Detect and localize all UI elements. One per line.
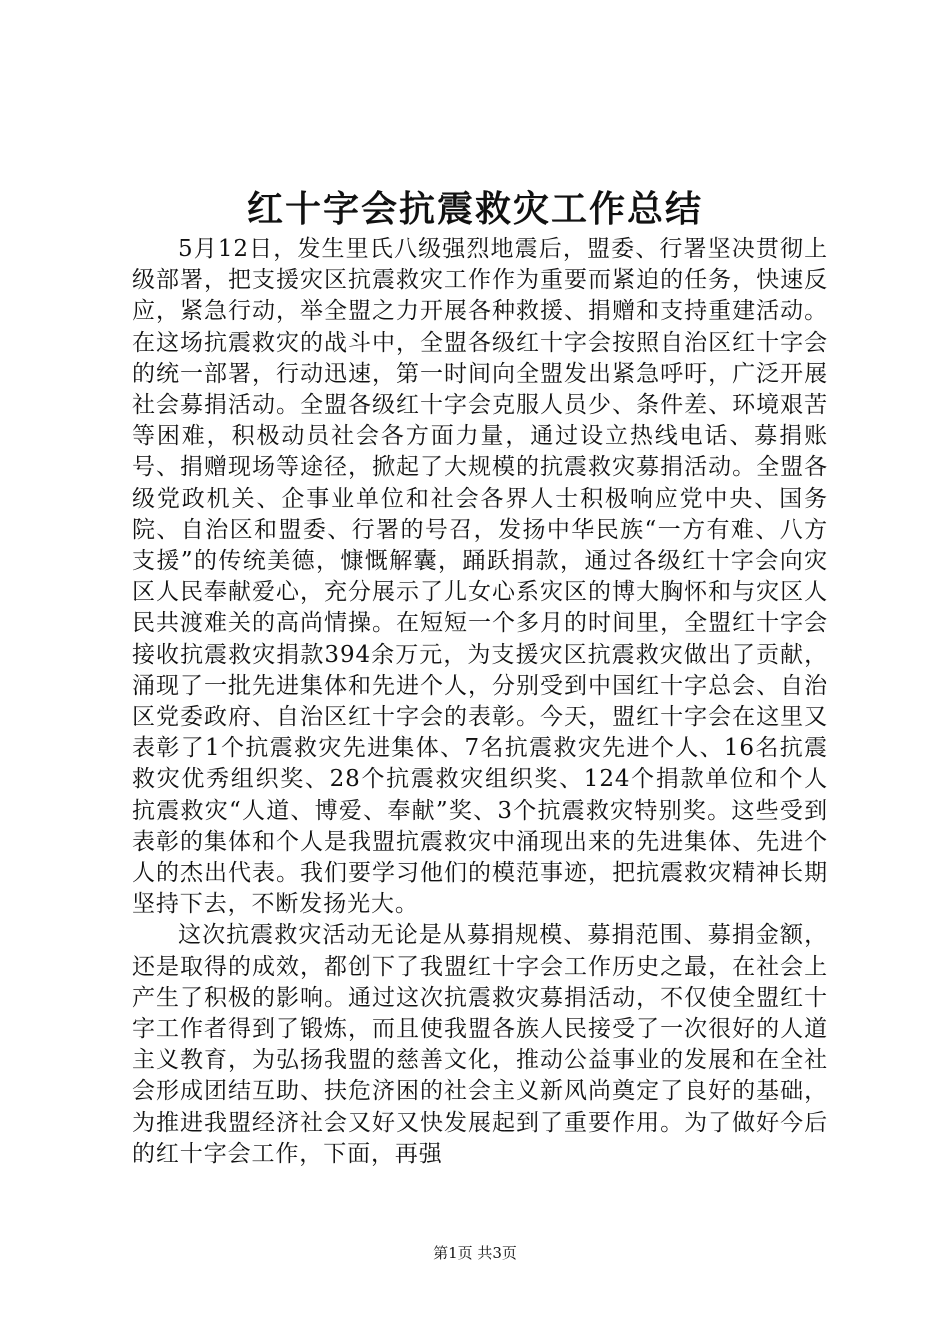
body-paragraph-2: 这次抗震救灾活动无论是从募捐规模、募捐范围、募捐金额，还是取得的成效，都创下了我盟红十字会工作历史之最，在社会上产生了积极的影响。通过这次抗震救灾募捐活动，不仅使全盟红十字工作者得到了锻炼，而且使我盟各族人民接受了一次很好的人道主义教育，为弘扬我盟的慈善文化，推动公益事业的发展和在全社会形成团结互助、扶危济困的社会主义新风尚奠定了良好的基础，为推进我盟经济社会又好又快发展起到了重要作用。为了做好今后的红十字会工作，下面，再强 (132, 922, 828, 1167)
body-paragraph-1: 5月12日，发生里氏八级强烈地震后，盟委、行署坚决贯彻上级部署，把支援灾区抗震救灾工作作为重要而紧迫的任务，快速反应，紧急行动，举全盟之力开展各种救援、捐赠和支持重建活动。在这场抗震救灾的战斗中，全盟各级红十字会按照自治区红十字会的统一部署，行动迅速，第一时间向全盟发出紧急呼吁，广泛开展社会募捐活动。全盟各级红十字会克服人员少、条件差、环境艰苦等困难，积极动员社会各方面力量，通过设立热线电话、募捐账号、捐赠现场等途径，掀起了大规模的抗震救灾募捐活动。全盟各级党政机关、企事业单位和社会各界人士积极响应党中央、国务院、自治区和盟委、行署的号召，发扬中华民族“一方有难、八方支援”的传统美德，慷慨解囊，踊跃捐款，通过各级红十字会向灾区人民奉献爱心，充分展示了儿女心系灾区的博大胸怀和与灾区人民共渡难关的高尚情操。在短短一个多月的时间里，全盟红十字会接收抗震救灾捐款394余万元，为支援灾区抗震救灾做出了贡献，涌现了一批先进集体和先进个人，分别受到中国红十字总会、自治区党委政府、自治区红十字会的表彰。今天，盟红十字会在这里又表彰了1个抗震救灾先进集体、7名抗震救灾先进个人、16名抗震救灾优秀组织奖、28个抗震救灾组织奖、124个捐款单位和个人抗震救灾“人道、博爱、奉献”奖、3个抗震救灾特别奖。这些受到表彰的集体和个人是我盟抗震救灾中涌现出来的先进集体、先进个人的杰出代表。我们要学习他们的模范事迹，把抗震救灾精神长期坚持下去，不断发扬光大。 (132, 236, 828, 918)
document-title: 红十字会抗震救灾工作总结 (246, 188, 703, 230)
page-number-footer: 第1页 共3页 (433, 1244, 517, 1262)
document-body (132, 234, 828, 1170)
